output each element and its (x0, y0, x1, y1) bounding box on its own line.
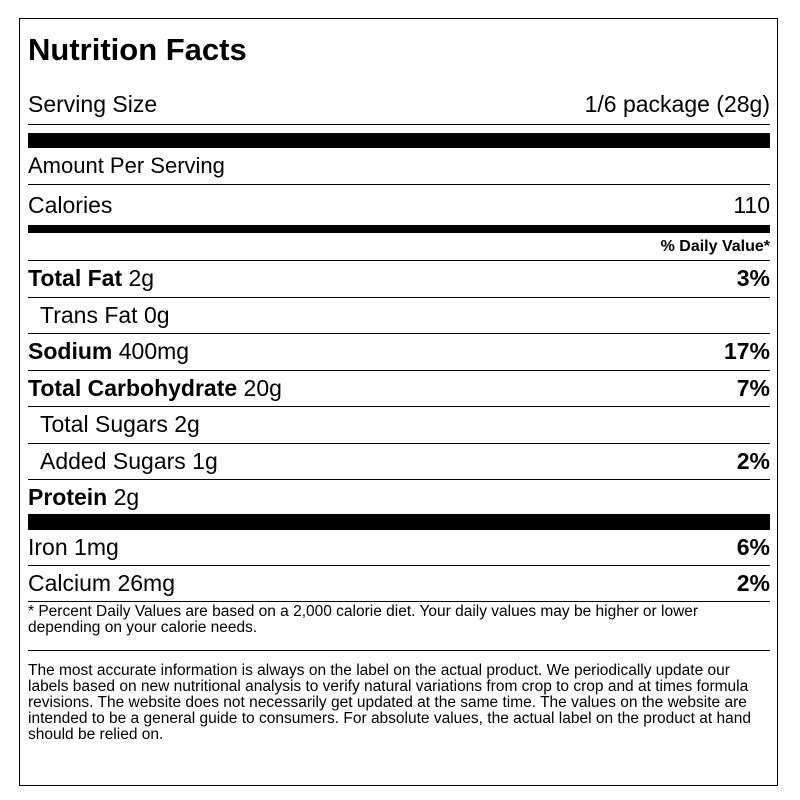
nutrition-facts-title: Nutrition Facts (28, 32, 247, 67)
nutrient-amount: 2g (107, 483, 140, 510)
mineral-row-calcium (28, 566, 770, 602)
medium-divider (28, 225, 770, 233)
nutrient-row-total-fat (28, 261, 770, 298)
nutrient-amount: 20g (237, 374, 282, 401)
daily-value-header (28, 233, 770, 261)
nutrient-amount: 2g (122, 265, 155, 292)
amount-per-serving-label: Amount Per Serving (28, 153, 225, 178)
calories-label: Calories (28, 191, 113, 218)
serving-size-label: Serving Size (28, 91, 158, 117)
nutrient-row-total-sugars (28, 407, 770, 444)
serving-size-value: 1/6 package (28g) (584, 91, 770, 117)
mineral-row-iron (28, 530, 770, 566)
serving-size-row (28, 85, 770, 125)
nutrient-row-trans-fat (28, 298, 770, 335)
nutrient-name: Trans Fat 0g (40, 301, 170, 328)
thick-divider-top (28, 133, 770, 148)
nutrient-name: Total Carbohydrate (28, 374, 238, 401)
nutrition-facts-label (19, 18, 778, 786)
calories-value: 110 (733, 191, 770, 218)
amount-per-serving-row (28, 148, 770, 185)
mineral-name: Iron 1mg (28, 534, 119, 560)
nutrient-percent: 17% (723, 338, 770, 365)
nutrient-row-total-carbohydrate (28, 371, 770, 408)
accuracy-disclaimer: The most accurate information is always on the label on the actual product. We periodically update our labels based on new nutritional analysis to verify natural variations from crop to crop and at times formula revisions. The website does not necessarily get updated at the same time. The values on the website are intended to be a general guide to consumers. For absolute values, the actual label on the product at hand should be relied on. (28, 662, 751, 743)
nutrient-row-protein (28, 480, 770, 514)
mineral-percent: 2% (736, 570, 770, 596)
nutrient-percent: 2% (736, 447, 770, 474)
nutrient-row-added-sugars (28, 444, 770, 481)
calories-row (28, 185, 770, 225)
nutrient-percent: 3% (736, 265, 770, 292)
nutrient-amount: 400mg (112, 338, 190, 365)
nutrient-name: Total Fat (28, 265, 123, 292)
nutrient-name: Protein (28, 483, 108, 510)
nutrient-row-sodium (28, 334, 770, 371)
nutrient-name: Total Sugars 2g (40, 411, 200, 438)
mineral-percent: 6% (736, 534, 770, 560)
mineral-name: Calcium 26mg (28, 570, 175, 596)
nutrient-name: Sodium (28, 338, 113, 365)
nutrient-percent: 7% (736, 374, 770, 401)
daily-value-footnote: * Percent Daily Values are based on a 2,000 calorie diet. Your daily values may be higher or lower depending on your calorie needs. (28, 602, 770, 651)
daily-value-header-label: % Daily Value* (660, 237, 770, 255)
nutrient-name: Added Sugars 1g (40, 447, 218, 474)
thick-divider-bottom (28, 514, 770, 530)
